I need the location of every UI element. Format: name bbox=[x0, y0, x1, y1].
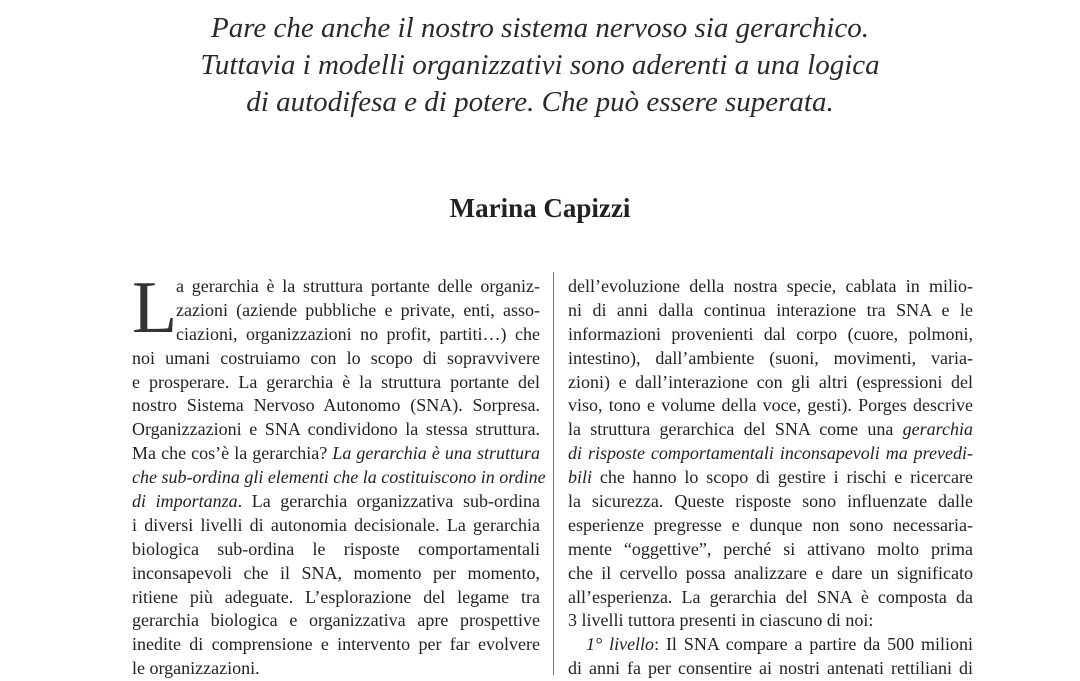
text-line bbox=[568, 418, 973, 442]
text-line bbox=[568, 442, 973, 466]
text-line: la sicurezza. Queste risposte sono influenzate dalle bbox=[568, 491, 973, 512]
text-line bbox=[132, 490, 540, 514]
text-line: all’esperienza. La gerarchia del SNA è composta da bbox=[568, 586, 973, 607]
text-line: zioni) e dall’interazione con gli altri (espressioni del bbox=[568, 371, 973, 392]
text-line: viso, tono e volume della voce, gesti). Porges descrive bbox=[568, 395, 973, 416]
article-subtitle bbox=[0, 10, 1080, 121]
subtitle-line: Pare che anche il nostro sistema nervoso sia gerarchico. bbox=[210, 12, 870, 44]
emphasis-text: bili bbox=[568, 467, 593, 488]
text-line: che il cervello possa analizzare e dare un significato bbox=[568, 562, 973, 583]
emphasis-text: 1° livello bbox=[586, 634, 655, 655]
author-name: Marina Capizzi bbox=[449, 193, 631, 223]
text-line: dell’evoluzione della nostra specie, cablata in milio- bbox=[568, 276, 973, 296]
emphasis-text: di risposte comportamentali inconsapevoli ma prevedi- bbox=[568, 443, 973, 464]
text-line bbox=[132, 442, 540, 466]
text-run: : Il SNA compare a partire da 500 milioni bbox=[654, 634, 973, 655]
text-line: inedite di comprensione e intervento per far evolvere bbox=[132, 634, 540, 655]
article-column-left bbox=[132, 275, 546, 681]
text-line: e prosperare. La gerarchia è la struttura portante del bbox=[132, 371, 540, 392]
text-line: ritiene più adeguate. L’esplorazione del legame tra bbox=[132, 586, 540, 607]
text-line: inconsapevoli che il SNA, momento per momento, bbox=[132, 562, 540, 583]
text-line: esperienze pregresse e dunque non sono necessaria- bbox=[568, 514, 973, 535]
text-run: Ma che cos’è la gerarchia? bbox=[132, 443, 333, 464]
subtitle-line: di autodifesa e di potere. Che può essere superata. bbox=[246, 86, 834, 118]
emphasis-text: che sub-ordina gli elementi che la costituiscono in ordine bbox=[132, 467, 546, 488]
emphasis-text: di importanza bbox=[132, 491, 238, 512]
text-line bbox=[132, 466, 546, 490]
text-line bbox=[568, 466, 973, 490]
text-line: Organizzazioni e SNA condividono la stessa struttura. bbox=[132, 419, 540, 440]
text-line: biologica sub-ordina le risposte comportamentali bbox=[132, 538, 540, 559]
drop-cap: L bbox=[132, 267, 178, 349]
text-line bbox=[568, 633, 973, 657]
text-line: a gerarchia è la struttura portante delle organiz- bbox=[176, 276, 540, 296]
text-line: zazioni (aziende pubbliche e private, enti, asso- bbox=[176, 299, 540, 320]
text-line: intestino), dall’ambiente (suoni, movimenti, varia- bbox=[568, 347, 973, 368]
text-line: mente “oggettive”, perché si attivano molto prima bbox=[568, 538, 973, 559]
text-line: ciazioni, organizzazioni no profit, partiti…) che bbox=[176, 323, 540, 344]
text-run: . La gerarchia organizzativa sub-ordina bbox=[237, 491, 540, 512]
text-line: 3 livelli tuttora presenti in ciascuno di noi: bbox=[568, 610, 874, 631]
text-line: nostro Sistema Nervoso Autonomo (SNA). Sorpresa. bbox=[132, 395, 540, 416]
text-line: i diversi livelli di autonomia decisionale. La gerarchia bbox=[132, 514, 540, 535]
text-line: informazioni provenienti dal corpo (cuore, polmoni, bbox=[568, 323, 973, 344]
text-line: le organizzazioni. bbox=[132, 658, 260, 679]
emphasis-text: La gerarchia è una struttura bbox=[332, 443, 540, 464]
text-line: di anni fa per consentire ai nostri antenati rettiliani di bbox=[568, 658, 973, 679]
column-divider bbox=[553, 272, 554, 675]
text-run: la struttura gerarchica del SNA come una bbox=[568, 419, 903, 440]
text-line: ni di anni dalla continua interazione tra SNA e le bbox=[568, 299, 973, 320]
text-line: noi umani costruiamo con lo scopo di sopravvivere bbox=[132, 347, 540, 368]
text-run: che hanno lo scopo di gestire i rischi e ricercare bbox=[592, 467, 973, 488]
subtitle-line: Tuttavia i modelli organizzativi sono aderenti a una logica bbox=[200, 49, 880, 81]
emphasis-text: gerarchia bbox=[902, 419, 973, 440]
article-column-right bbox=[568, 275, 973, 681]
text-line: gerarchia biologica e organizzativa apre prospettive bbox=[132, 610, 540, 631]
